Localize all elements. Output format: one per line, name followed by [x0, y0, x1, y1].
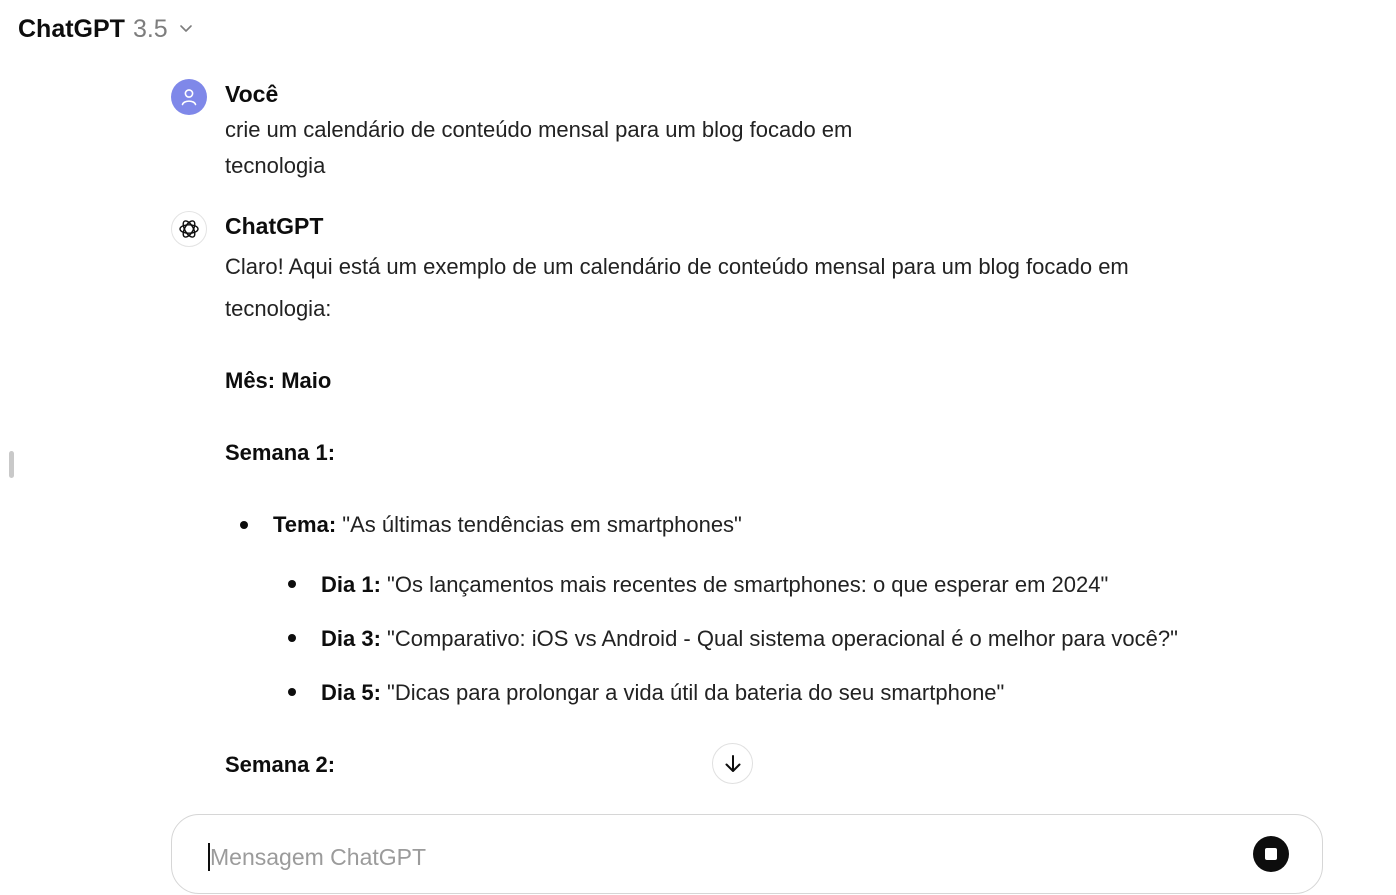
user-icon [179, 87, 199, 107]
message-author: Você [225, 81, 279, 107]
assistant-avatar [171, 211, 207, 247]
message-line: crie um calendário de conteúdo mensal para um blog focado em [225, 117, 853, 142]
theme-label: Tema: [273, 512, 337, 537]
week-heading: Semana 2: [225, 752, 336, 777]
model-version: 3.5 [132, 14, 168, 43]
day-value: "Dicas para prolongar a vida útil da bateria do seu smartphone" [380, 680, 1005, 705]
bullet [288, 580, 296, 588]
bullet [288, 634, 296, 642]
stop-generating-button[interactable] [1253, 836, 1289, 872]
day-item [321, 572, 1108, 598]
theme-value: "As últimas tendências em smartphones" [336, 512, 742, 537]
app-title: ChatGPT [18, 14, 125, 43]
day-label: Dia 3: [321, 626, 381, 651]
model-selector[interactable] [18, 12, 194, 46]
openai-logo-icon [177, 217, 201, 241]
chevron-down-icon [178, 20, 194, 41]
week-heading: Semana 1: [225, 440, 336, 465]
day-label: Dia 1: [321, 572, 381, 597]
message-composer [171, 814, 1323, 894]
message-input[interactable] [208, 837, 1228, 877]
stop-icon [1265, 848, 1277, 860]
message-author: ChatGPT [225, 213, 324, 239]
day-label: Dia 5: [321, 680, 381, 705]
sidebar-resize-handle[interactable] [9, 451, 14, 478]
user-avatar [171, 79, 207, 115]
message-line: tecnologia [225, 153, 326, 178]
day-item [321, 626, 1178, 652]
bullet [240, 521, 248, 529]
message-line: Claro! Aqui está um exemplo de um calendário de conteúdo mensal para um blog focado em [225, 254, 1129, 279]
message-line: tecnologia: [225, 296, 332, 321]
arrow-down-icon [722, 753, 744, 775]
theme-item [273, 512, 742, 538]
bullet [288, 688, 296, 696]
month-heading: Mês: Maio [225, 368, 332, 393]
day-value: "Os lançamentos mais recentes de smartphones: o que esperar em 2024" [380, 572, 1109, 597]
day-value: "Comparativo: iOS vs Android - Qual sistema operacional é o melhor para você?" [380, 626, 1178, 651]
day-item [321, 680, 1004, 706]
scroll-to-bottom-button[interactable] [712, 743, 753, 784]
